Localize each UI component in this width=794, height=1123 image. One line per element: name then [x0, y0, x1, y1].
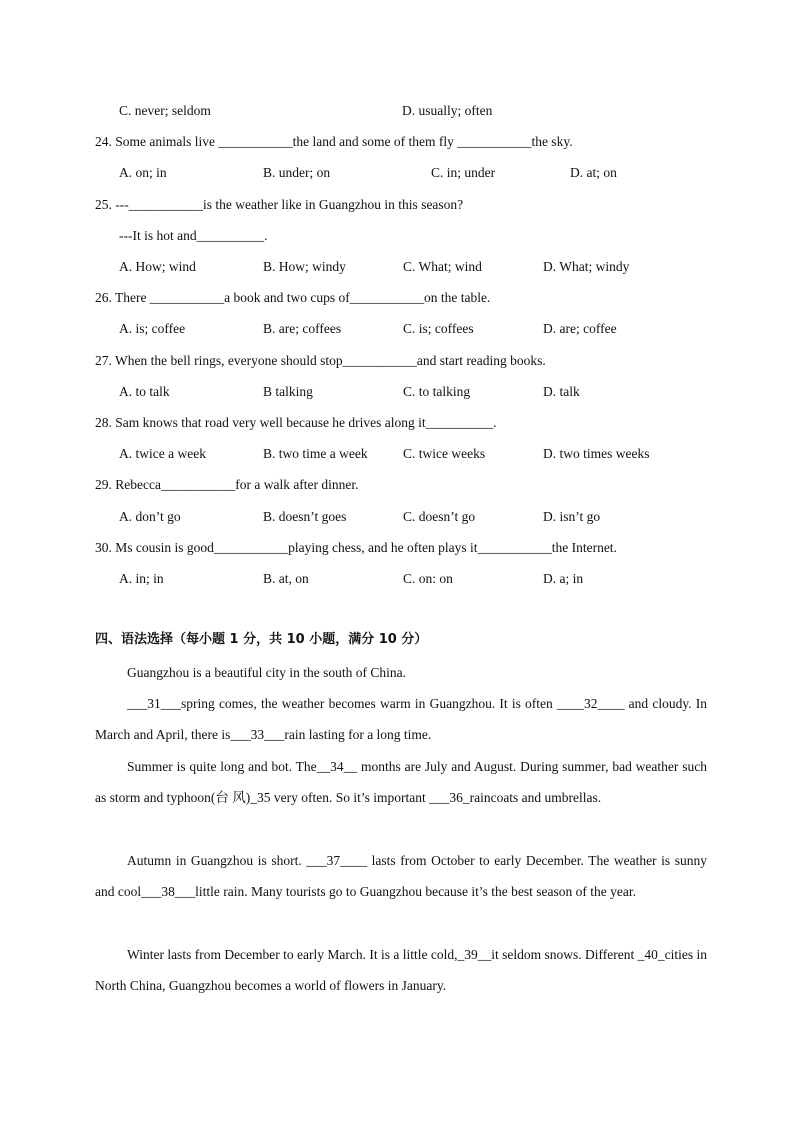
option-a: A. How; wind [119, 259, 196, 274]
option-c: C. doesn’t go [403, 509, 476, 524]
question-26-stem: 26. There ___________a book and two cups of___________on the table. [95, 290, 491, 305]
option-c: C. What; wind [403, 259, 482, 274]
option-d: D. talk [543, 384, 580, 399]
option-b: B. doesn’t goes [263, 509, 347, 524]
question-25-stem-response: ---It is hot and__________. [119, 228, 268, 243]
option-b: B. at, on [263, 571, 309, 586]
option-b: B. under; on [263, 165, 331, 180]
question-24-stem: 24. Some animals live ___________the land and some of them fly ___________the sky. [95, 134, 573, 149]
passage-intro: Guangzhou is a beautiful city in the south of China. [127, 665, 406, 680]
question-25-stem: 25. ---___________is the weather like in Guangzhou in this season? [95, 197, 464, 212]
option-b: B. How; windy [263, 259, 346, 274]
option-d: D. a; in [543, 571, 584, 586]
question-30-stem: 30. Ms cousin is good___________playing chess, and he often plays it___________the Internet. [95, 540, 617, 555]
passage-paragraph-4: Winter lasts from December to early March. It is a little cold,_39__it seldom snows. Different _40_cities in North China, Guangzhou becomes a world of flowers in January. [95, 947, 707, 993]
option-d: D. What; windy [543, 259, 630, 274]
option-b: B talking [263, 384, 313, 399]
question-29-stem: 29. Rebecca___________for a walk after dinner. [95, 477, 359, 492]
option-c: C. twice weeks [403, 446, 486, 461]
option-b: B. two time a week [263, 446, 368, 461]
option-c: C. to talking [403, 384, 471, 399]
q23-option-d: D. usually; often [402, 103, 493, 118]
option-a: A. on; in [119, 165, 167, 180]
passage-paragraph-2: Summer is quite long and bot. The__34__ months are July and August. During summer, bad weather such as storm and typhoon(台 风)_35 very often. So it’s important ___36_raincoats and umbrellas. [95, 759, 707, 805]
option-a: A. twice a week [119, 446, 206, 461]
option-a: A. is; coffee [119, 321, 186, 336]
option-a: A. in; in [119, 571, 164, 586]
option-b: B. are; coffees [263, 321, 342, 336]
option-a: A. don’t go [119, 509, 181, 524]
option-d: D. are; coffee [543, 321, 617, 336]
question-28-stem: 28. Sam knows that road very well because he drives along it__________. [95, 415, 497, 430]
option-d: D. two times weeks [543, 446, 650, 461]
passage-paragraph-1: ___31___spring comes, the weather becomes warm in Guangzhou. It is often ____32____ and cloudy. In March and April, there is___33___rain lasting for a long time. [95, 696, 707, 742]
option-c: C. on: on [403, 571, 453, 586]
option-c: C. is; coffees [403, 321, 474, 336]
option-c: C. in; under [431, 165, 496, 180]
option-a: A. to talk [119, 384, 170, 399]
q23-option-c: C. never; seldom [119, 103, 211, 118]
passage-paragraph-3: Autumn in Guangzhou is short. ___37____ lasts from October to early December. The weather is sunny and cool___38___little rain. Many tourists go to Guangzhou because it’s the best season of the year. [95, 853, 707, 899]
option-d: D. isn’t go [543, 509, 601, 524]
option-d: D. at; on [570, 165, 617, 180]
section-heading: 四、语法选择（每小题 1 分，共 10 小题，满分 10 分） [95, 632, 428, 647]
question-27-stem: 27. When the bell rings, everyone should stop___________and start reading books. [95, 353, 546, 368]
